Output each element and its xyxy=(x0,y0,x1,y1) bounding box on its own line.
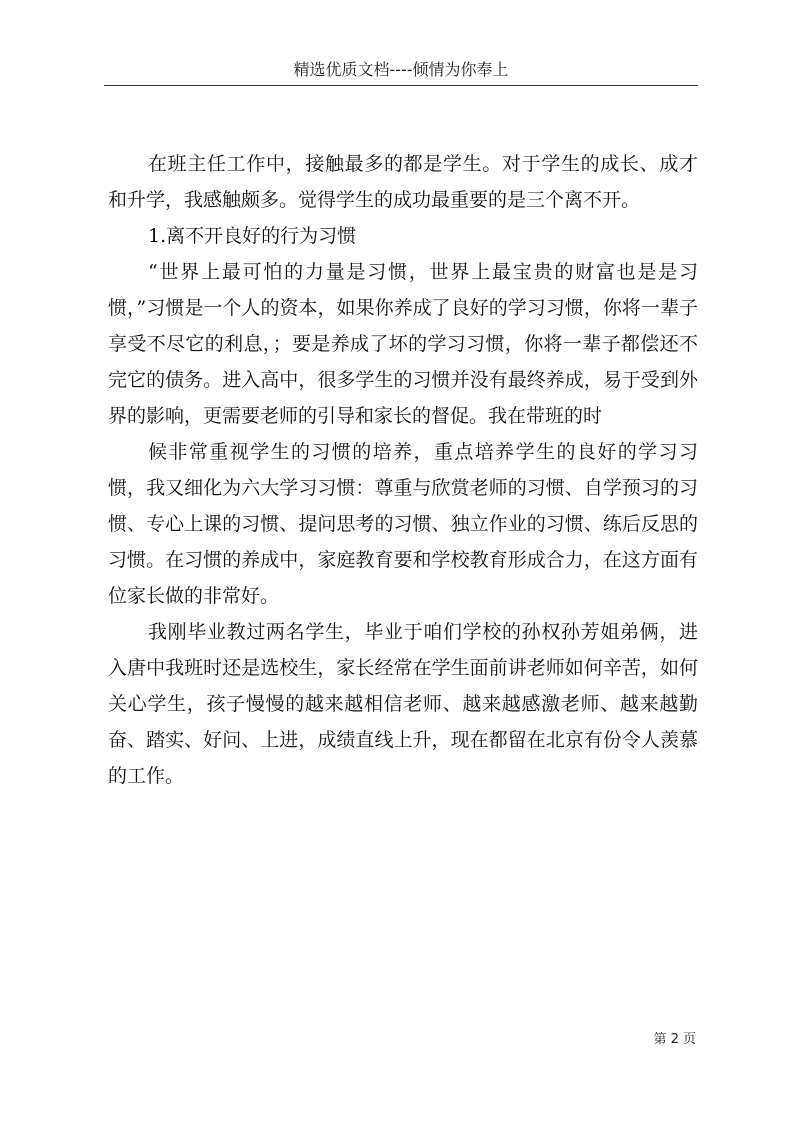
header-title: 精选优质文档----倾情为你奉上 xyxy=(293,60,509,79)
paragraph-intro: 在班主任工作中，接触最多的都是学生。对于学生的成长、成才和升学，我感触颇多。觉得学生的成功最重要的是三个离不开。 xyxy=(108,153,698,211)
paragraph-example: 我刚毕业教过两名学生，毕业于咱们学校的孙权孙芳姐弟俩，进入唐中我班时还是选校生，家长经常在学生面前讲老师如何辛苦，如何关心学生，孩子慢慢的越来越相信老师、越来越感激老师、越来越勤奋、踏实、好问、上进，成绩直线上升，现在都留在北京有份令人羡慕的工作。 xyxy=(108,621,698,787)
page-header xyxy=(104,55,698,86)
page-number: 第 2 页 xyxy=(653,1032,696,1047)
document-body xyxy=(108,146,698,794)
paragraph-habit-training: 候非常重视学生的习惯的培养，重点培养学生的良好的学习习惯，我又细化为六大学习习惯：尊重与欣赏老师的习惯、自学预习的习惯、专心上课的习惯、提问思考的习惯、独立作业的习惯、练后反思的习惯。在习惯的养成中，家庭教育要和学校教育形成合力，在这方面有位家长做的非常好。 xyxy=(108,441,698,607)
paragraph-habit-quote: “世界上最可怕的力量是习惯，世界上最宝贵的财富也是是习惯，”习惯是一个人的资本，如果你养成了良好的学习习惯，你将一辈子享受不尽它的利息，；要是养成了坏的学习习惯，你将一辈子都偿还不完它的债务。进入高中，很多学生的习惯并没有最终养成，易于受到外界的影响，更需要老师的引导和家长的督促。我在带班的时 xyxy=(108,261,698,427)
section-heading: 1.离不开良好的行为习惯 xyxy=(148,225,357,247)
